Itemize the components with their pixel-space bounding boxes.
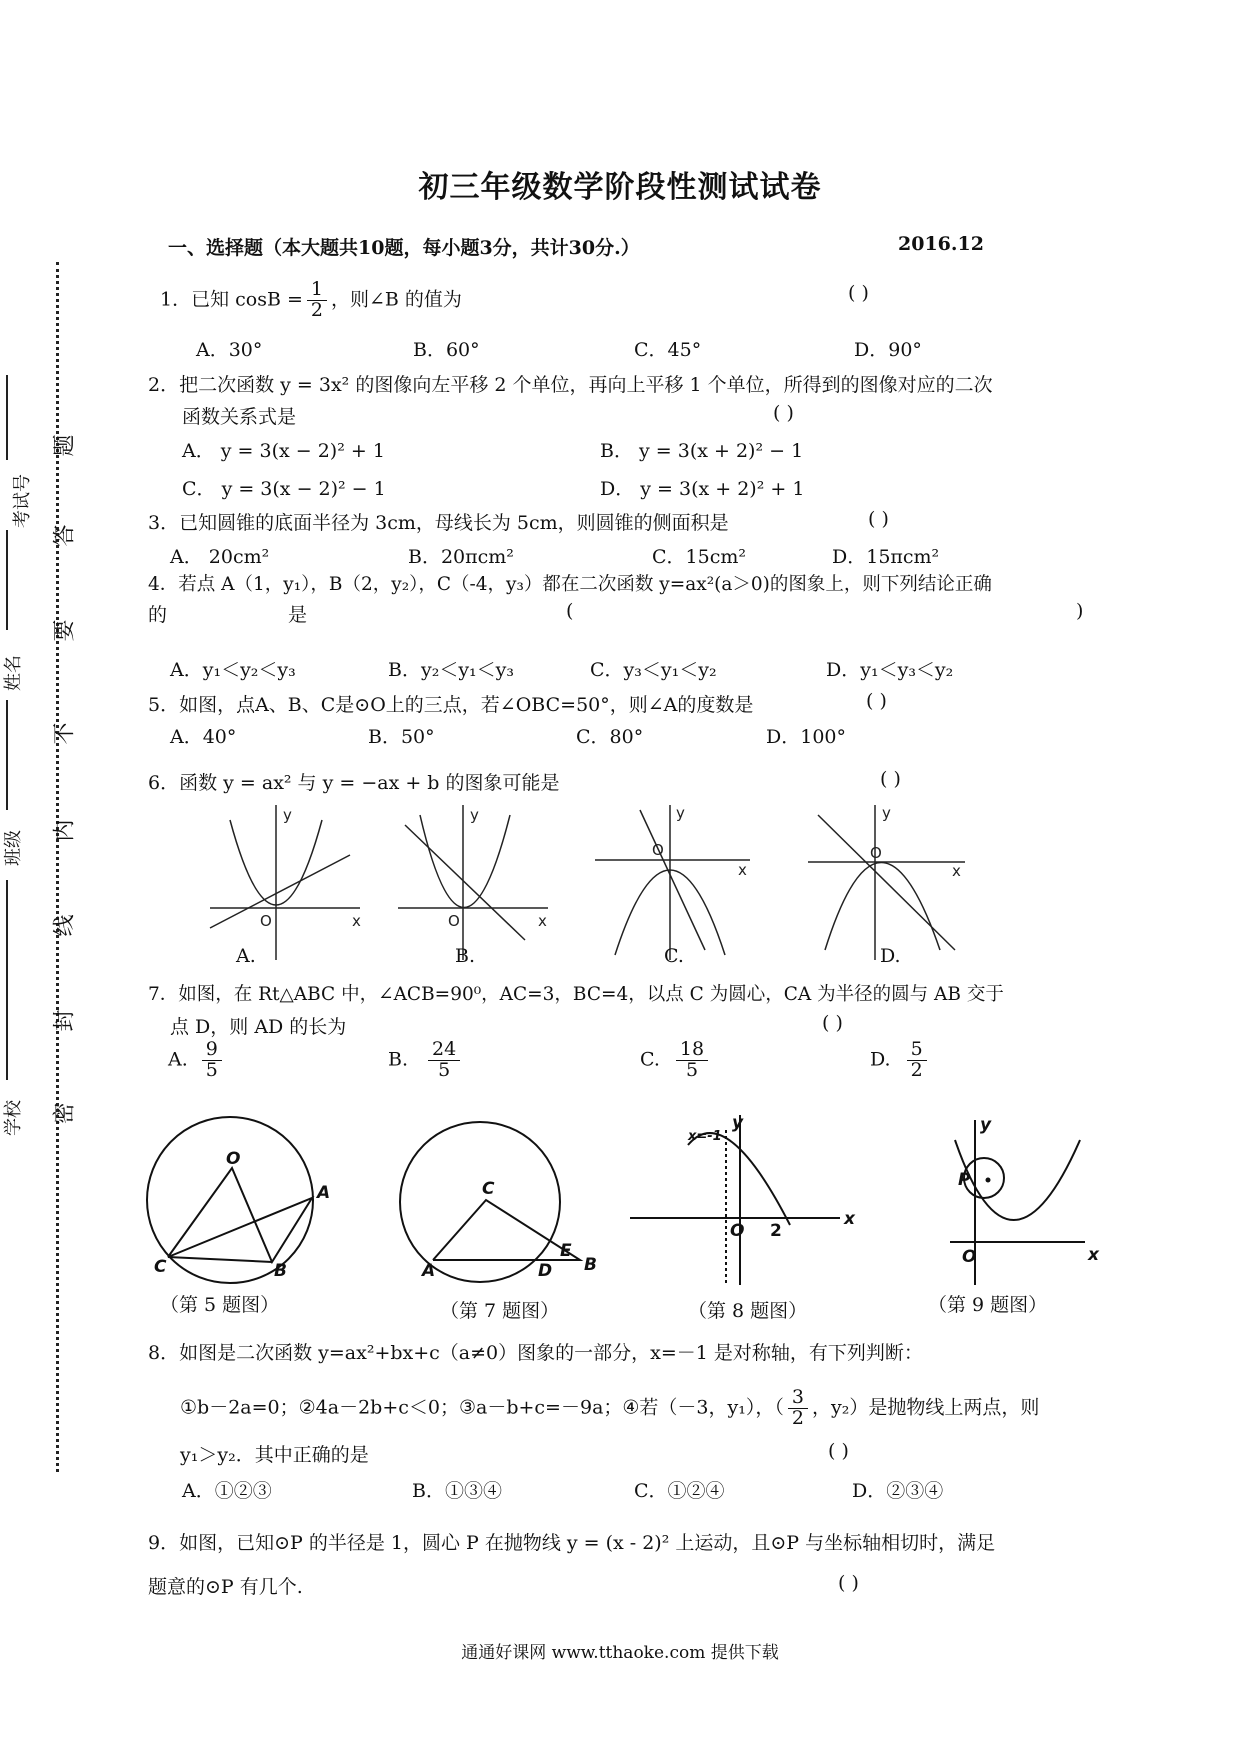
fig8-label-x: x [844, 1209, 855, 1229]
question-4-line2a: 的 [148, 604, 168, 626]
answer-paren: ( ) [773, 402, 794, 424]
q8-option-c: C．①②④ [634, 1480, 725, 1502]
fig9-label-x: x [1088, 1245, 1099, 1265]
q2-option-d: D． y = 3(x + 2)² + 1 [600, 478, 805, 500]
fig8-label-y: y [732, 1113, 744, 1133]
graph-d-x-label: x [952, 862, 961, 880]
figures-row [140, 1110, 1100, 1290]
graph-c-origin: O [652, 841, 664, 859]
graph-d-origin: O [870, 844, 882, 862]
q4-option-c: C．y₃＜y₁＜y₂ [590, 659, 717, 681]
seal-char: 封 [52, 1009, 78, 1032]
fig7-label-a: A [422, 1261, 436, 1281]
q6-option-c: C. [664, 945, 684, 967]
section-heading: 一、选择题（本大题共10题，每小题3分，共计30分.） [168, 237, 640, 259]
q3-option-b: B．20πcm² [408, 546, 514, 568]
answer-paren: ( ) [880, 768, 901, 790]
question-2-line2: 函数关系式是 [182, 406, 297, 428]
q7-option-d: D. $\frac{5}{2}$ [870, 1040, 931, 1081]
fig8-label-axis: x=-1 [688, 1129, 722, 1144]
name-line [6, 530, 8, 630]
q2-option-a: A． y = 3(x − 2)² + 1 [182, 440, 385, 462]
graph-a-x-label: x [352, 912, 361, 930]
seal-char: 要 [52, 619, 78, 642]
q1-option-b: B．60° [413, 339, 480, 361]
class-line [6, 700, 8, 810]
answer-paren: ( ) [838, 1572, 859, 1594]
question-5: 5．如图，点A、B、C是⊙O上的三点，若∠OBC=50°，则∠A的度数是 [148, 694, 754, 716]
q5-option-a: A．40° [170, 726, 237, 748]
q6-option-a: A. [236, 945, 256, 967]
fig5-label-a: A [317, 1183, 331, 1203]
fig5-label-b: B [274, 1261, 287, 1281]
q8-option-b: B．①③④ [412, 1480, 502, 1502]
graph-b-y-label: y [470, 806, 479, 824]
q6-graphs [200, 800, 1120, 970]
graph-a-y-label: y [283, 806, 292, 824]
answer-paren: ( ) [868, 508, 889, 530]
exam-number-label: 考试号 [12, 474, 33, 528]
graph-c-y-label: y [676, 804, 685, 822]
fig5-label-o: O [226, 1149, 241, 1169]
q2-option-c: C． y = 3(x − 2)² − 1 [182, 478, 386, 500]
q8-option-a: A．①②③ [182, 1480, 272, 1502]
q1-option-c: C．45° [634, 339, 702, 361]
q1-option-a: A．30° [196, 339, 263, 361]
q4-option-d: D．y₁＜y₃＜y₂ [826, 659, 954, 681]
page-title: 初三年级数学阶段性测试试卷 [418, 170, 822, 205]
fig9-label-y: y [980, 1115, 992, 1135]
question-8-line2: ①b－2a=0；②4a－2b+c＜0；③a－b+c=－9a；④若（－3，y₁），（ $\frac{3}{2}$ ，y₂）是抛物线上两点，则 [180, 1386, 1040, 1429]
fig5-caption: （第 5 题图） [160, 1294, 280, 1316]
fig8-caption: （第 8 题图） [688, 1300, 808, 1322]
fig7-label-c: C [482, 1179, 495, 1199]
seal-char: 答 [52, 524, 78, 547]
graph-b-origin: O [448, 912, 460, 930]
graph-c-x-label: x [738, 861, 747, 879]
question-8-line1: 8．如图是二次函数 y=ax²+bx+c（a≠0）图象的一部分，x=－1 是对称轴，有下列判断： [148, 1342, 923, 1364]
q8-option-d: D．②③④ [852, 1480, 944, 1502]
exam-date: 2016.12 [898, 233, 984, 255]
seal-char: 线 [52, 914, 78, 937]
question-1: 1．已知 cosB = $\frac{1}{2}$ ，则∠B 的值为 [160, 278, 462, 321]
fig9-caption: （第 9 题图） [928, 1294, 1048, 1316]
footer: 通通好课网 www.tthaoke.com 提供下载 [461, 1643, 779, 1663]
q7-option-b: B. $\frac{24}{5}$ [388, 1040, 464, 1081]
answer-paren: ( ) [822, 1012, 843, 1034]
answer-paren: ( ) [828, 1440, 849, 1462]
q7-option-c: C. $\frac{18}{5}$ [640, 1040, 712, 1081]
question-9-line2: 题意的⊙P 有几个. [148, 1576, 303, 1598]
question-4-line2b: 是 [288, 604, 308, 626]
fig7-label-d: D [538, 1261, 553, 1281]
seal-char: 题 [52, 434, 78, 457]
question-8-line3: y₁＞y₂．其中正确的是 [180, 1444, 369, 1466]
fig7-caption: （第 7 题图） [440, 1300, 560, 1322]
q1-option-d: D．90° [854, 339, 922, 361]
q3-option-d: D．15πcm² [832, 546, 940, 568]
q5-option-b: B．50° [368, 726, 435, 748]
question-7-line1: 7．如图，在 Rt△ABC 中，∠ACB=90⁰，AC=3，BC=4，以点 C 为圆心，CA 为半径的圆与 AB 交于 [148, 984, 1004, 1005]
fig9-label-o: O [962, 1247, 977, 1267]
q4-option-b: B．y₂＜y₁＜y₃ [388, 659, 515, 681]
question-3: 3．已知圆锥的底面半径为 3cm，母线长为 5cm，则圆锥的侧面积是 [148, 512, 729, 534]
class-label: 班级 [3, 830, 24, 866]
question-9-line1: 9．如图，已知⊙P 的半径是 1，圆心 P 在抛物线 y = (x - 2)² 上运动，且⊙P 与坐标轴相切时，满足 [148, 1532, 996, 1554]
school-label: 学校 [3, 1100, 24, 1136]
q2-option-b: B． y = 3(x + 2)² − 1 [600, 440, 804, 462]
answer-paren: ( ) [848, 282, 869, 304]
exam-number-line [6, 375, 8, 460]
q3-option-a: A． 20cm² [170, 546, 270, 568]
fig5-label-c: C [154, 1257, 167, 1277]
question-6: 6．函数 y = ax² 与 y = −ax + b 的图象可能是 [148, 772, 560, 794]
answer-paren: ( ) [866, 690, 887, 712]
name-label: 姓名 [3, 655, 24, 691]
question-7-line2: 点 D，则 AD 的长为 [170, 1016, 347, 1038]
question-4-line1: 4．若点 A（1，y₁），B（2，y₂），C（-4，y₃）都在二次函数 y=ax²(a＞0)的图象上，则下列结论正确 [148, 574, 992, 595]
seal-char: 不 [52, 722, 78, 745]
fig8-label-2: 2 [770, 1221, 782, 1241]
fig7-label-b: B [584, 1255, 597, 1275]
graph-a-origin: O [260, 912, 272, 930]
q5-option-c: C．80° [576, 726, 644, 748]
q6-option-b: B. [455, 945, 476, 967]
seal-char: 密 [52, 1102, 78, 1125]
graph-b-x-label: x [538, 912, 547, 930]
question-2-line1: 2．把二次函数 y = 3x² 的图像向左平移 2 个单位，再向上平移 1 个单位，所得到的图像对应的二次 [148, 374, 993, 396]
graph-d-y-label: y [882, 804, 891, 822]
q3-option-c: C．15cm² [652, 546, 746, 568]
fig8-label-o: O [730, 1221, 745, 1241]
fig9-label-p: P [958, 1170, 971, 1190]
seal-char: 内 [52, 819, 78, 842]
fig7-label-e: E [560, 1241, 572, 1261]
q6-option-d: D. [880, 945, 901, 967]
q5-option-d: D．100° [766, 726, 846, 748]
school-line [6, 880, 8, 1080]
q4-option-a: A．y₁＜y₂＜y₃ [170, 659, 296, 681]
fraction: $\frac{1}{2}$ [307, 280, 327, 321]
q7-option-a: A. $\frac{9}{5}$ [168, 1040, 226, 1081]
